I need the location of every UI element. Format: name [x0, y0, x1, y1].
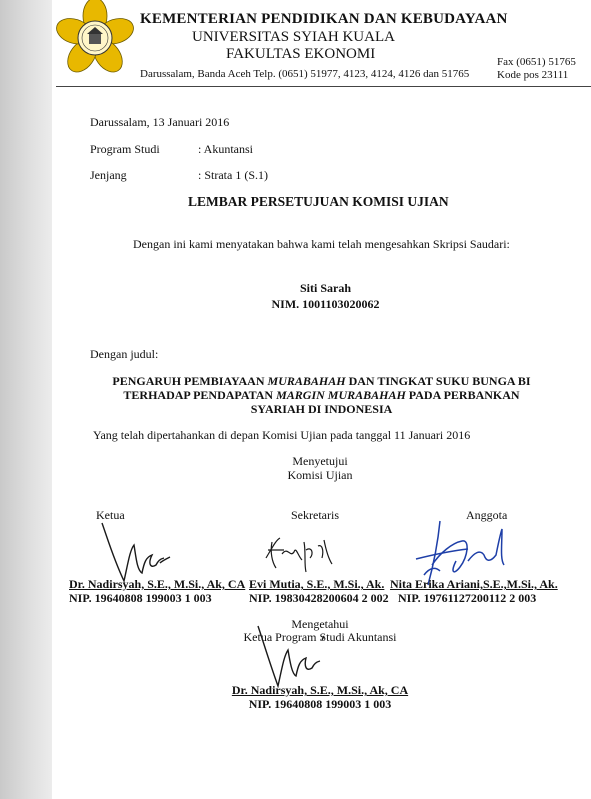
- university-name: UNIVERSITAS SYIAH KUALA: [192, 29, 395, 45]
- program-value: : Akuntansi: [198, 142, 254, 156]
- university-seal-icon: [52, 0, 138, 86]
- thesis-title-line-3: SYARIAH DI INDONESIA: [250, 402, 393, 416]
- program-label: Program Studi: [90, 142, 160, 156]
- program-head-signature: [248, 620, 348, 690]
- secretary-role: Sekretaris: [291, 508, 339, 522]
- program-head-name: Dr. Nadirsyah, S.E., M.Si., Ak, CA: [231, 683, 409, 697]
- committee-label: Komisi Ujian: [287, 468, 353, 482]
- student-nim: NIM. 1001103020062: [271, 297, 380, 311]
- member-nip: NIP. 19761127200112 2 003: [398, 591, 537, 605]
- chair-name: Dr. Nadirsyah, S.E., M.Si., Ak, CA: [69, 577, 246, 591]
- approve-label: Menyetujui: [292, 454, 348, 468]
- judul-label: Dengan judul:: [90, 347, 159, 361]
- fax-number: Fax (0651) 51765: [497, 56, 576, 68]
- member-name: Nita Erika Ariani,S.E.,M.Si., Ak.: [390, 577, 558, 591]
- chair-signature: [90, 515, 200, 585]
- acknowledge-label: Mengetahui: [291, 617, 349, 631]
- ministry-name: KEMENTERIAN PENDIDIKAN DAN KEBUDAYAAN: [140, 11, 508, 27]
- intro-text: Dengan ini kami menyatakan bahwa kami telah mengesahkan Skripsi Saudari:: [133, 237, 510, 251]
- level-label: Jenjang: [90, 168, 127, 182]
- student-name: Siti Sarah: [299, 281, 351, 295]
- level-value: : Strata 1 (S.1): [198, 168, 268, 182]
- secretary-nip: NIP. 19830428200604 2 002: [249, 591, 389, 605]
- document-title: LEMBAR PERSETUJUAN KOMISI UJIAN: [188, 194, 449, 209]
- header-divider: [56, 86, 591, 87]
- member-role: Anggota: [466, 508, 508, 522]
- postal-code: Kode pos 23111: [497, 69, 569, 81]
- chair-nip: NIP. 19640808 199003 1 003: [69, 591, 212, 605]
- faculty-name: FAKULTAS EKONOMI: [226, 46, 376, 62]
- place-date: Darussalam, 13 Januari 2016: [90, 115, 230, 129]
- address-line: Darussalam, Banda Aceh Telp. (0651) 51977, 4123, 4124, 4126 dan 51765: [140, 68, 470, 80]
- thesis-title-line-1: PENGARUH PEMBIAYAAN MURABAHAH DAN TINGKAT SUKU BUNGA BI: [112, 374, 531, 388]
- defense-statement: Yang telah dipertahankan di depan Komisi Ujian pada tanggal 11 Januari 2016: [93, 428, 471, 442]
- program-head-nip: NIP. 19640808 199003 1 003: [248, 697, 392, 711]
- chair-role: Ketua: [96, 508, 125, 522]
- secretary-signature: [262, 528, 352, 578]
- acknowledge-role: Ketua Program Studi Akuntansi: [243, 630, 397, 644]
- secretary-name: Evi Mutia, S.E., M.Si., Ak.: [249, 577, 385, 591]
- thesis-title-line-2: TERHADAP PENDAPATAN MARGIN MURABAHAH PADA PERBANKAN: [123, 388, 520, 402]
- scan-binding-strip: [0, 0, 52, 799]
